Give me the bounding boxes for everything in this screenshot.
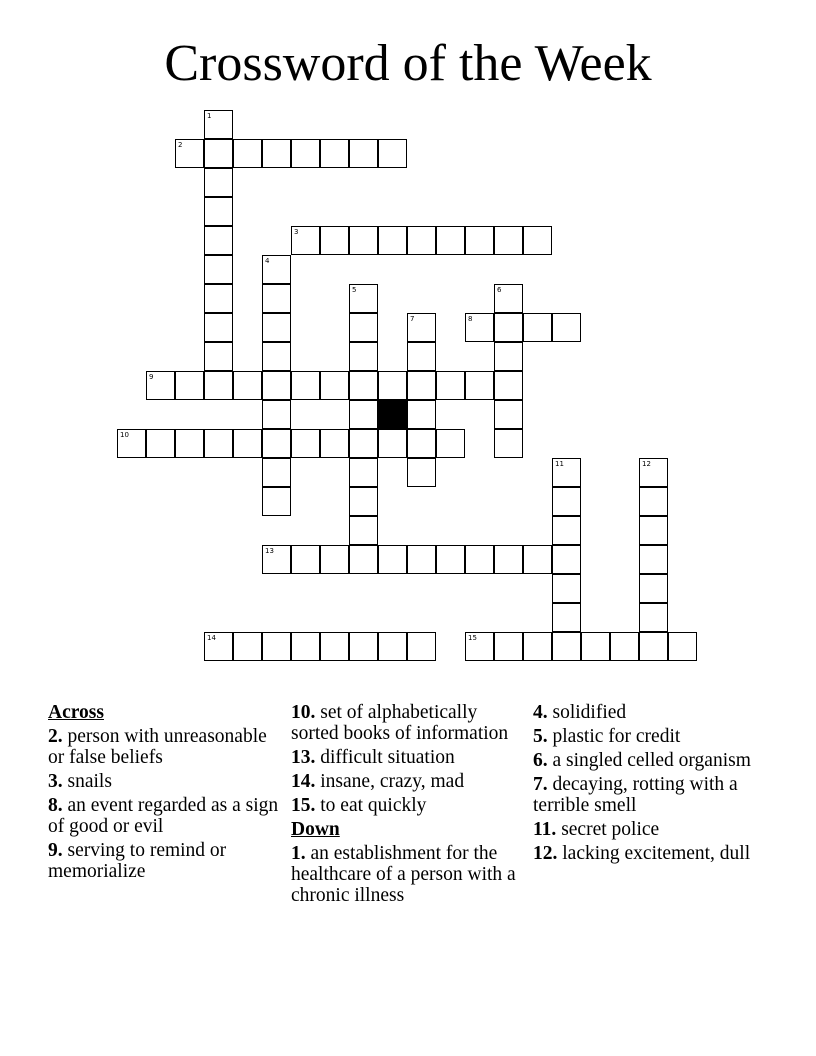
grid-cell[interactable]	[291, 632, 320, 661]
grid-cell[interactable]	[204, 226, 233, 255]
grid-cell[interactable]	[407, 313, 436, 342]
grid-cell[interactable]	[639, 574, 668, 603]
grid-cell[interactable]	[407, 632, 436, 661]
grid-cell[interactable]	[204, 284, 233, 313]
clue-across-2: 2. person with unreasonable or false beliefs	[48, 726, 267, 768]
grid-cell[interactable]	[639, 487, 668, 516]
clues-column-3	[533, 702, 758, 867]
grid-cell[interactable]	[204, 371, 233, 400]
grid-cell[interactable]	[320, 545, 349, 574]
grid-cell[interactable]	[639, 545, 668, 574]
grid-cell[interactable]	[204, 632, 233, 661]
grid-cell[interactable]	[378, 226, 407, 255]
grid-cell[interactable]	[407, 458, 436, 487]
grid-cell[interactable]	[204, 139, 233, 168]
cell-number: 13	[265, 547, 274, 555]
grid-cell[interactable]	[639, 603, 668, 632]
grid-cell[interactable]	[378, 139, 407, 168]
clue-down-4: 4. solidified	[533, 702, 627, 723]
cell-number: 6	[497, 286, 502, 294]
grid-cell[interactable]	[175, 429, 204, 458]
grid-cell[interactable]	[668, 632, 697, 661]
grid-cell[interactable]	[233, 139, 262, 168]
black-square	[378, 400, 407, 429]
grid-cell[interactable]	[494, 226, 523, 255]
grid-cell[interactable]	[262, 342, 291, 371]
clue-across-13: 13. difficult situation	[291, 747, 455, 768]
grid-cell[interactable]	[291, 545, 320, 574]
grid-cell[interactable]	[349, 139, 378, 168]
grid-cell[interactable]	[233, 371, 262, 400]
grid-cell[interactable]	[552, 632, 581, 661]
clue-across-9: 9. serving to remind or memorialize	[48, 840, 227, 882]
clue-down-6: 6. a singled celled organism	[533, 750, 751, 771]
cell-number: 1	[207, 112, 212, 120]
grid-cell[interactable]	[320, 632, 349, 661]
grid-cell[interactable]	[349, 429, 378, 458]
grid-cell[interactable]	[494, 400, 523, 429]
grid-cell[interactable]	[291, 139, 320, 168]
grid-cell[interactable]	[262, 284, 291, 313]
grid-cell[interactable]	[436, 371, 465, 400]
grid-cell[interactable]	[262, 632, 291, 661]
cell-number: 11	[555, 460, 564, 468]
cell-number: 5	[352, 286, 357, 294]
grid-cell[interactable]	[175, 371, 204, 400]
grid-cell[interactable]	[262, 429, 291, 458]
grid-cell[interactable]	[262, 458, 291, 487]
grid-cell[interactable]	[552, 574, 581, 603]
grid-cell[interactable]	[610, 632, 639, 661]
cell-number: 9	[149, 373, 154, 381]
clue-down-11: 11. secret police	[533, 819, 660, 840]
clue-across-10: 10. set of alphabetically sorted books of information	[291, 702, 509, 744]
grid-cell[interactable]	[552, 545, 581, 574]
grid-cell[interactable]	[552, 603, 581, 632]
grid-cell[interactable]	[349, 371, 378, 400]
grid-cell[interactable]	[262, 400, 291, 429]
clue-down-7: 7. decaying, rotting with a terrible smell	[533, 774, 738, 816]
grid-cell[interactable]	[639, 516, 668, 545]
down-header: Down	[291, 819, 340, 840]
grid-cell[interactable]	[407, 400, 436, 429]
grid-cell[interactable]	[436, 226, 465, 255]
grid-cell[interactable]	[204, 313, 233, 342]
clues-column-1	[48, 702, 283, 885]
grid-cell[interactable]	[494, 284, 523, 313]
grid-cell[interactable]	[349, 516, 378, 545]
grid-cell[interactable]	[204, 197, 233, 226]
grid-cell[interactable]	[262, 487, 291, 516]
cell-number: 12	[642, 460, 651, 468]
clue-across-14: 14. insane, crazy, mad	[291, 771, 465, 792]
grid-cell[interactable]	[378, 429, 407, 458]
grid-cell[interactable]	[204, 255, 233, 284]
grid-cell[interactable]	[233, 429, 262, 458]
grid-cell[interactable]	[523, 545, 552, 574]
grid-cell[interactable]	[494, 342, 523, 371]
grid-cell[interactable]	[407, 429, 436, 458]
grid-cell[interactable]	[349, 632, 378, 661]
grid-cell[interactable]	[349, 400, 378, 429]
cell-number: 7	[410, 315, 415, 323]
cell-number: 2	[178, 141, 183, 149]
grid-cell[interactable]	[233, 632, 262, 661]
grid-cell[interactable]	[262, 139, 291, 168]
grid-cell[interactable]	[639, 632, 668, 661]
grid-cell[interactable]	[552, 313, 581, 342]
grid-cell[interactable]	[465, 545, 494, 574]
grid-cell[interactable]	[175, 139, 204, 168]
grid-cell[interactable]	[494, 313, 523, 342]
grid-cell[interactable]	[349, 284, 378, 313]
grid-cell[interactable]	[639, 458, 668, 487]
clue-down-5: 5. plastic for credit	[533, 726, 681, 747]
grid-cell[interactable]	[552, 487, 581, 516]
clues-column-2	[291, 702, 516, 909]
grid-cell[interactable]	[291, 371, 320, 400]
grid-cell[interactable]	[349, 458, 378, 487]
grid-cell[interactable]	[494, 429, 523, 458]
grid-cell[interactable]	[552, 516, 581, 545]
grid-cell[interactable]	[204, 168, 233, 197]
cell-number: 4	[265, 257, 270, 265]
cell-number: 8	[468, 315, 473, 323]
grid-cell[interactable]	[523, 226, 552, 255]
grid-cell[interactable]	[436, 429, 465, 458]
clue-down-12: 12. lacking excitement, dull	[533, 843, 751, 864]
grid-cell[interactable]	[320, 429, 349, 458]
grid-cell[interactable]	[349, 342, 378, 371]
grid-cell[interactable]	[407, 342, 436, 371]
grid-cell[interactable]	[320, 139, 349, 168]
grid-cell[interactable]	[465, 226, 494, 255]
grid-cell[interactable]	[349, 545, 378, 574]
grid-cell[interactable]	[320, 226, 349, 255]
grid-cell[interactable]	[494, 632, 523, 661]
grid-cell[interactable]	[407, 371, 436, 400]
grid-cell[interactable]	[262, 545, 291, 574]
grid-cell[interactable]	[465, 313, 494, 342]
grid-cell[interactable]	[262, 313, 291, 342]
cell-number: 15	[468, 634, 477, 642]
clue-across-8: 8. an event regarded as a sign of good or evil	[48, 795, 279, 837]
grid-cell[interactable]	[349, 313, 378, 342]
grid-cell[interactable]	[378, 545, 407, 574]
clue-across-3: 3. snails	[48, 771, 112, 792]
grid-cell[interactable]	[320, 371, 349, 400]
grid-cell[interactable]	[494, 545, 523, 574]
grid-cell[interactable]	[291, 429, 320, 458]
grid-cell[interactable]	[523, 313, 552, 342]
grid-cell[interactable]	[465, 632, 494, 661]
across-header: Across	[48, 702, 104, 723]
clue-down-1: 1. an establishment for the healthcare of a person with a chronic illness	[291, 843, 516, 906]
grid-cell[interactable]	[349, 226, 378, 255]
grid-cell[interactable]	[291, 226, 320, 255]
grid-cell[interactable]	[262, 371, 291, 400]
grid-cell[interactable]	[465, 371, 494, 400]
grid-cell[interactable]	[407, 226, 436, 255]
cell-number: 14	[207, 634, 216, 642]
page-title: Crossword of the Week	[164, 35, 652, 92]
grid-cell[interactable]	[378, 632, 407, 661]
grid-cell[interactable]	[436, 545, 465, 574]
grid-cell[interactable]	[494, 371, 523, 400]
grid-cell[interactable]	[407, 545, 436, 574]
grid-cell[interactable]	[349, 487, 378, 516]
grid-cell[interactable]	[204, 110, 233, 139]
grid-cell[interactable]	[117, 429, 146, 458]
cell-number: 3	[294, 228, 299, 236]
grid-cell[interactable]	[378, 371, 407, 400]
clue-across-15: 15. to eat quickly	[291, 795, 427, 816]
grid-cell[interactable]	[581, 632, 610, 661]
grid-cell[interactable]	[552, 458, 581, 487]
grid-cell[interactable]	[523, 632, 552, 661]
grid-cell[interactable]	[146, 429, 175, 458]
grid-cell[interactable]	[204, 429, 233, 458]
grid-cell[interactable]	[204, 342, 233, 371]
grid-cell[interactable]	[262, 255, 291, 284]
grid-cell[interactable]	[146, 371, 175, 400]
cell-number: 10	[120, 431, 129, 439]
